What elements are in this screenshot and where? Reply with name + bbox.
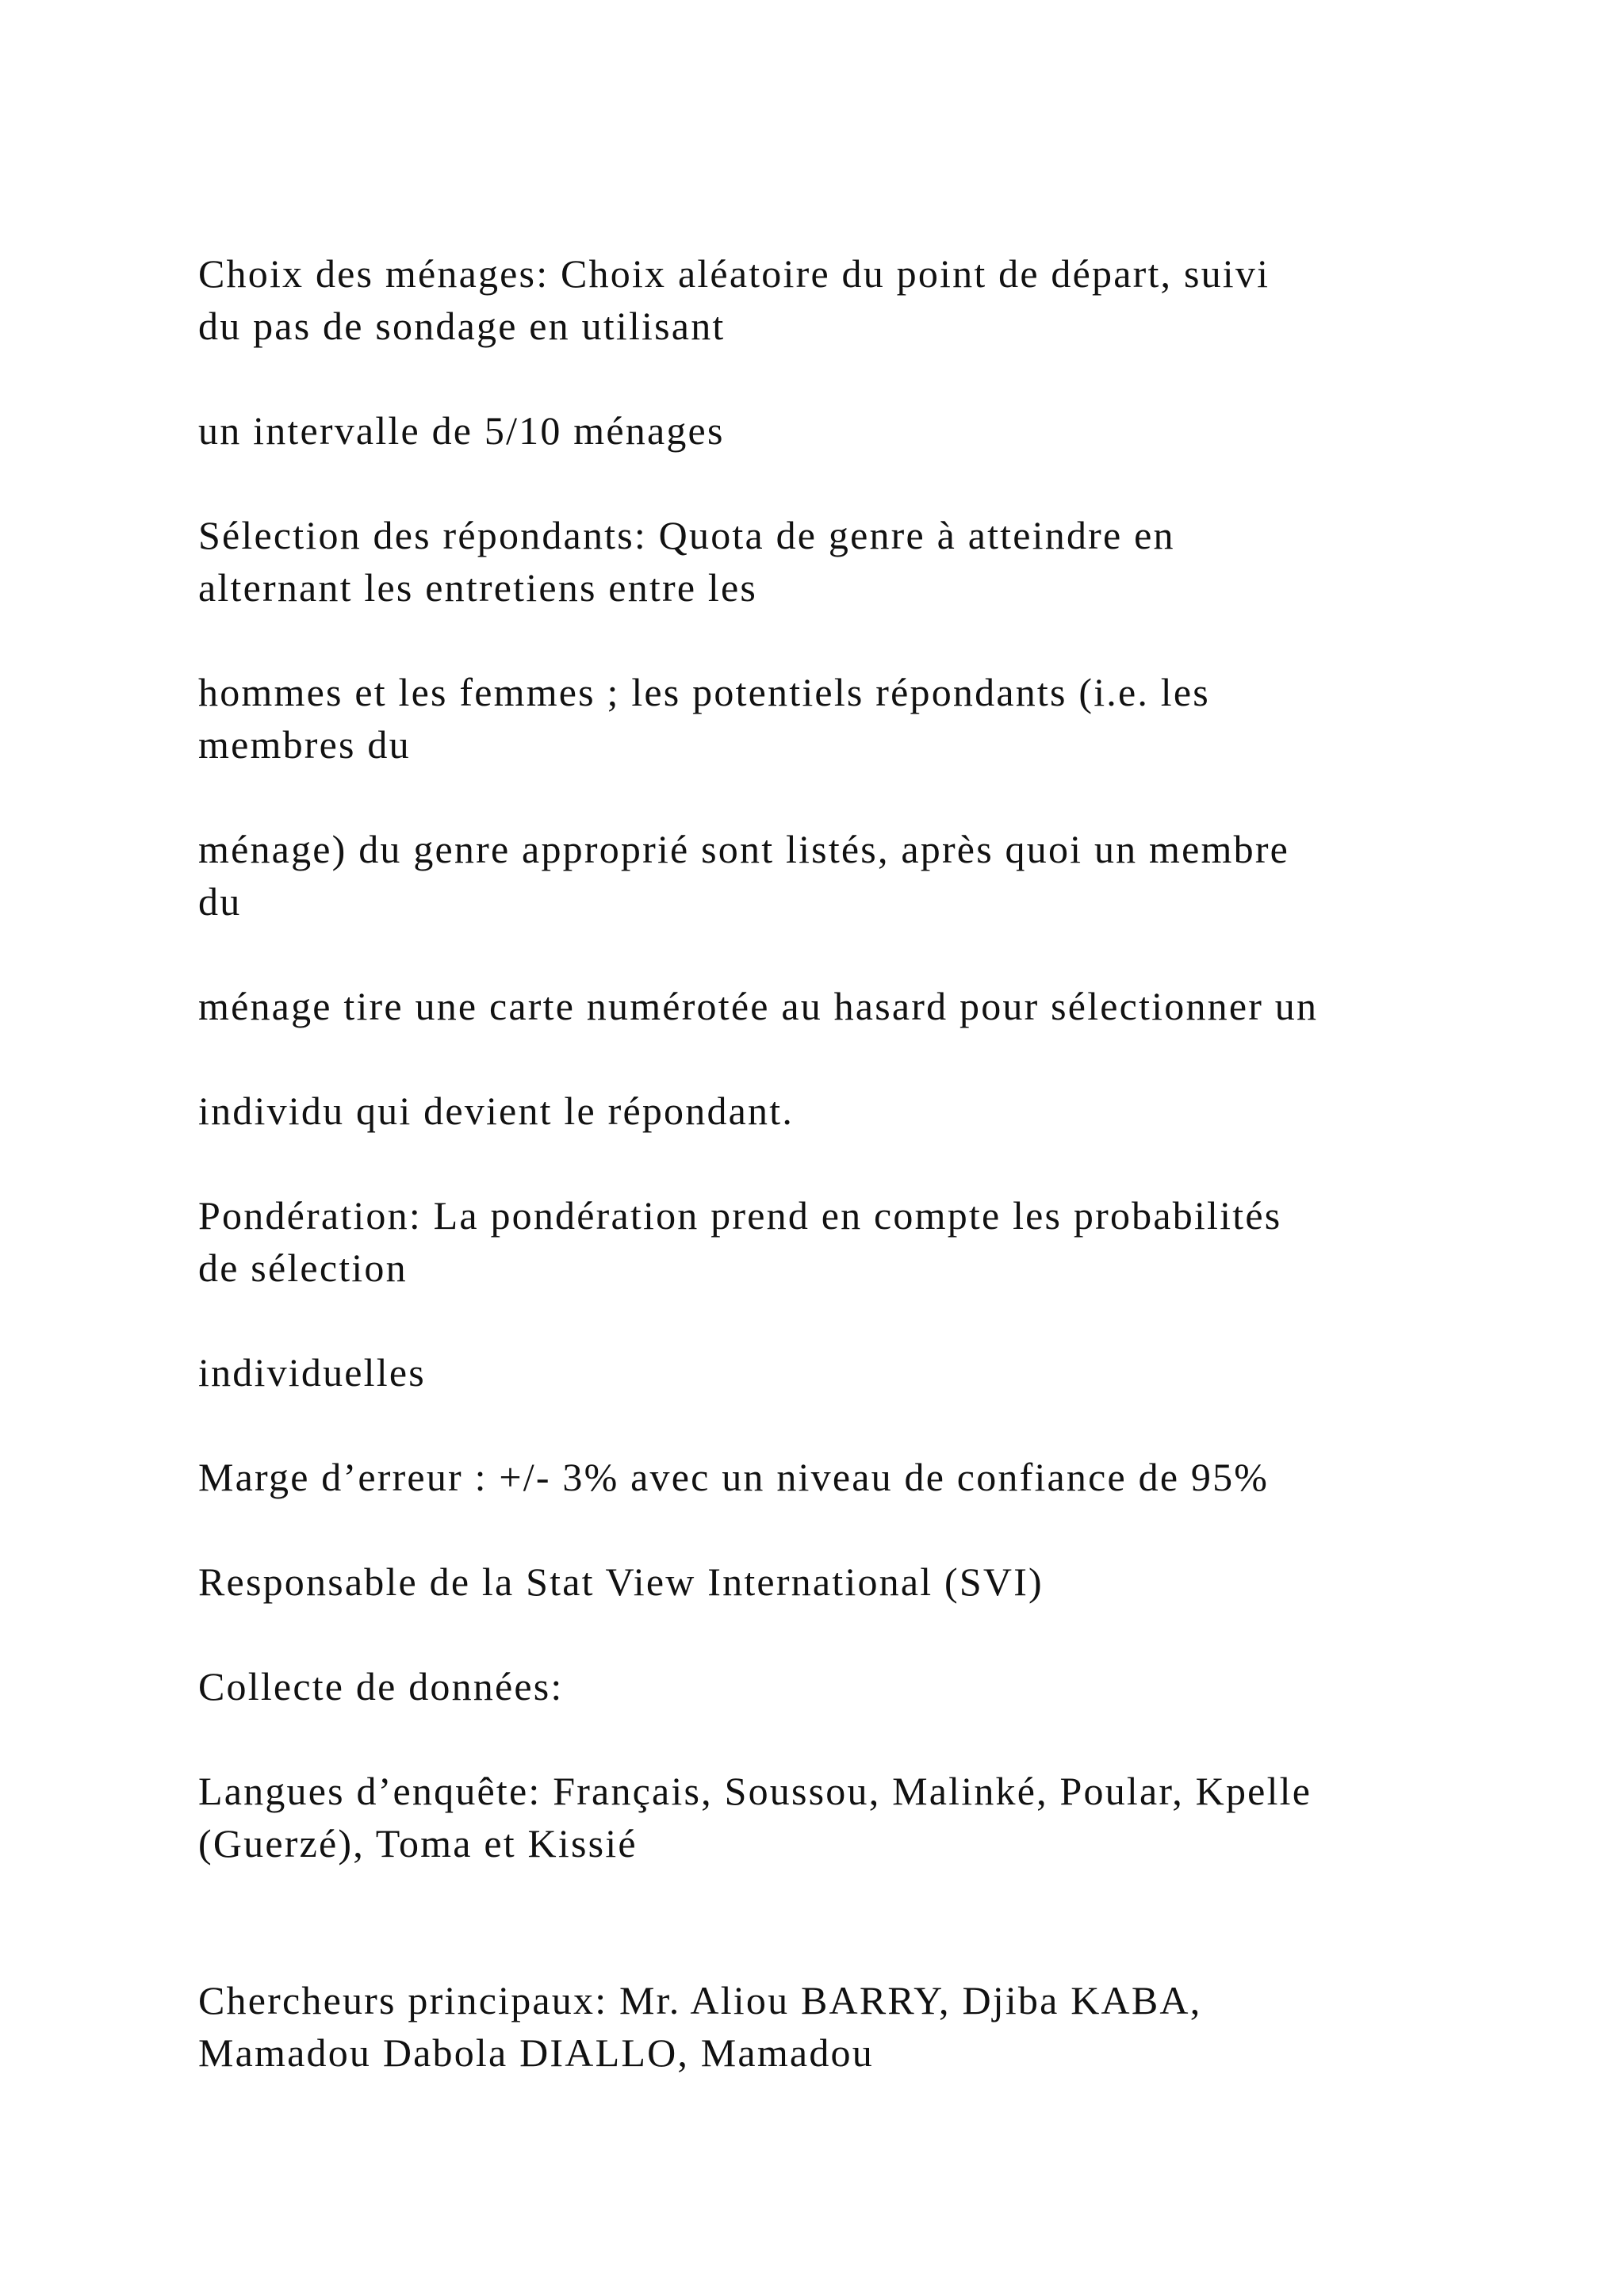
paragraph-margin-of-error — [198, 1451, 1435, 1503]
text-line: individuelles — [198, 1350, 426, 1395]
paragraph-household-listing — [198, 823, 1435, 928]
paragraph-card-draw — [198, 980, 1435, 1032]
paragraph-interval — [198, 404, 1435, 457]
text-line: Collecte de données: — [198, 1664, 564, 1709]
text-line: Choix des ménages: Choix aléatoire du point de départ, suivi — [198, 251, 1270, 296]
text-line: Chercheurs principaux: Mr. Aliou BARRY, Djiba KABA, — [198, 1978, 1202, 2022]
paragraph-survey-languages — [198, 1765, 1435, 1869]
text-line: Sélection des répondants: Quota de genre à atteindre en — [198, 513, 1175, 557]
text-line: membres du — [198, 722, 411, 767]
text-line: ménage) du genre approprié sont listés, après quoi un membre — [198, 827, 1290, 871]
paragraph-responsible — [198, 1556, 1435, 1608]
text-line: Langues d’enquête: Français, Soussou, Malinké, Poular, Kpelle — [198, 1769, 1312, 1813]
paragraph-individual — [198, 1346, 1435, 1399]
text-line: du pas de sondage en utilisant — [198, 304, 726, 348]
text-line: un intervalle de 5/10 ménages — [198, 408, 725, 453]
text-line: Marge d’erreur : +/- 3% avec un niveau de confiance de 95% — [198, 1455, 1270, 1499]
text-line: du — [198, 879, 242, 924]
text-line: Mamadou Dabola DIALLO, Mamadou — [198, 2030, 874, 2075]
text-line: alternant les entretiens entre les — [198, 565, 758, 610]
text-line: ménage tire une carte numérotée au hasard pour sélectionner un — [198, 984, 1319, 1028]
text-line: Responsable de la Stat View International (SVI) — [198, 1559, 1044, 1604]
text-line: Pondération: La pondération prend en compte les probabilités — [198, 1193, 1282, 1238]
text-line: de sélection — [198, 1246, 408, 1290]
paragraph-respondent-selection — [198, 509, 1435, 614]
paragraph-data-collection — [198, 1660, 1435, 1712]
paragraph-principal-researchers — [198, 1974, 1435, 2079]
text-line: (Guerzé), Toma et Kissié — [198, 1821, 638, 1866]
text-line: individu qui devient le répondant. — [198, 1089, 795, 1133]
text-line: hommes et les femmes ; les potentiels répondants (i.e. les — [198, 670, 1210, 714]
paragraph-weighting — [198, 1189, 1435, 1294]
paragraph-gender-alternation — [198, 666, 1435, 771]
paragraph-respondent — [198, 1085, 1435, 1137]
paragraph-household-selection — [198, 247, 1435, 352]
